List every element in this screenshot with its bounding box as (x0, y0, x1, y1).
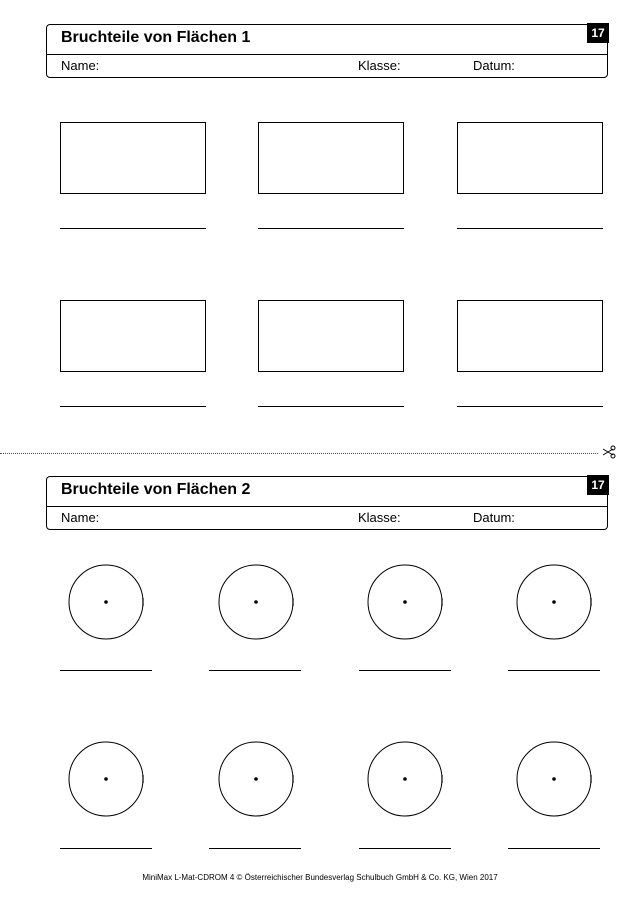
answer-line (359, 670, 451, 671)
sheet2-header-rule (47, 506, 607, 507)
answer-line (209, 848, 301, 849)
answer-line (508, 848, 600, 849)
answer-line (258, 406, 404, 407)
fraction-circle (218, 564, 294, 640)
fraction-circle (68, 741, 144, 817)
sheet2-name-label: Name: (61, 510, 100, 525)
scissors-icon (602, 444, 616, 462)
fraction-circle (516, 741, 592, 817)
cut-line (0, 453, 598, 454)
sheet1-datum-label: Datum: (473, 58, 515, 73)
fraction-rectangle (60, 122, 206, 194)
sheet2-page-badge: 17 (587, 475, 609, 495)
answer-line (60, 228, 206, 229)
sheet1-klasse-label: Klasse: (358, 58, 401, 73)
sheet1-name-label: Name: (61, 58, 100, 73)
fraction-circle (367, 741, 443, 817)
sheet1-header-rule (47, 54, 607, 55)
answer-line (209, 670, 301, 671)
fraction-rectangle (258, 122, 404, 194)
answer-line (60, 848, 152, 849)
fraction-rectangle (457, 122, 603, 194)
sheet2-datum-label: Datum: (473, 510, 515, 525)
fraction-circle (218, 741, 294, 817)
answer-line (508, 670, 600, 671)
sheet2-klasse-label: Klasse: (358, 510, 401, 525)
fraction-rectangle (60, 300, 206, 372)
answer-line (60, 670, 152, 671)
answer-line (457, 406, 603, 407)
sheet2-title: Bruchteile von Flächen 2 (61, 481, 251, 498)
sheet1-header (46, 24, 608, 78)
answer-line (457, 228, 603, 229)
fraction-circle (68, 564, 144, 640)
answer-line (60, 406, 206, 407)
sheet1-title: Bruchteile von Flächen 1 (61, 29, 251, 46)
fraction-rectangle (457, 300, 603, 372)
fraction-circle (516, 564, 592, 640)
sheet1-page-badge: 17 (587, 23, 609, 43)
copyright-footer: MiniMax L-Mat-CDROM 4 © Österreichischer Bundesverlag Schulbuch GmbH & Co. KG, Wien 2017 (142, 873, 498, 882)
answer-line (258, 228, 404, 229)
answer-line (359, 848, 451, 849)
fraction-rectangle (258, 300, 404, 372)
fraction-circle (367, 564, 443, 640)
sheet2-header (46, 476, 608, 530)
